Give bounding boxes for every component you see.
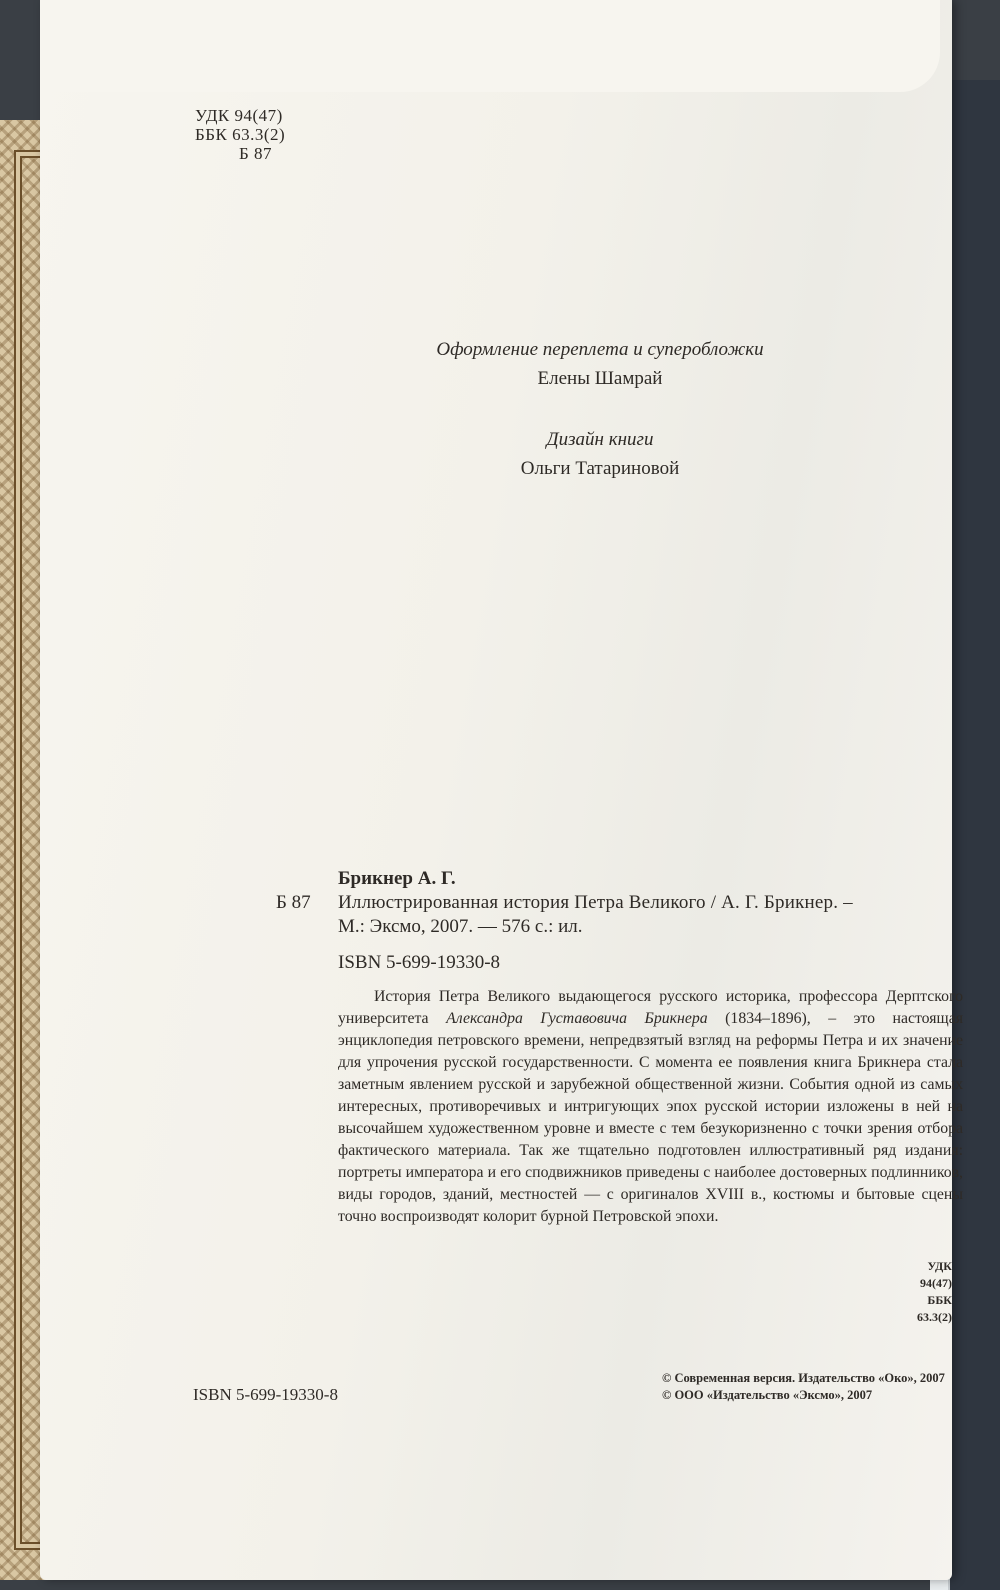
book-design-label: Дизайн книги [546, 429, 654, 450]
annotation-paragraph [338, 986, 963, 1228]
record-isbn: ISBN 5-699-19330-8 [338, 952, 501, 973]
record-title: Иллюстрированная история Петра Великого / А. Г. Брикнер. – [338, 892, 853, 913]
annotation-text-2: (1834–1896), – это настоящая энциклопедия петровского времени, непредвзятый взгляд на реформы Петра и их значение для упрочения русской государственности. С момента ее появления книга Брикнера стала заметным явлением русской и зарубежной общественной жизни. События одной из самых интересных, противоречивых и интригующих эпох русской истории изложены в ней на высочайшем художественном уровне и вместе с тем безукоризненно с точки зрения отбора фактического материала. Так же тщательно подготовлен иллюстративный ряд издания: портреты императора и его сподвижников приведены с наиболее достоверных подлинников, виды городов, зданий, местностей — с оригиналов XVIII в., костюмы и бытовые сцены точно воспроизводят колорит бурной Петровской эпохи. [338, 1010, 963, 1225]
design-credits [400, 335, 800, 483]
copyright-line-1: © Современная версия. Издательство «Око», 2007 [662, 1371, 945, 1385]
cover-design-label: Оформление переплета и суперобложки [436, 339, 764, 360]
book-page [40, 0, 963, 1580]
classification-block [195, 106, 285, 163]
record-code: Б 87 [276, 892, 311, 913]
classification-bottom [900, 1258, 952, 1326]
annotation-author-name: Александра Густавовича Брикнера [446, 1010, 708, 1027]
copyright-block [662, 1370, 945, 1404]
bbk-code: ББК 63.3(2) [195, 125, 286, 144]
author-sign: Б 87 [239, 144, 273, 163]
record-imprint: М.: Эксмо, 2007. — 576 с.: ил. [338, 916, 583, 937]
bbk-code-bottom: ББК 63.3(2) [917, 1293, 952, 1324]
footer-isbn: ISBN 5-699-19330-8 [193, 1385, 338, 1404]
udk-code-bottom: УДК 94(47) [920, 1259, 952, 1290]
cover-designer-name: Елены Шамрай [537, 368, 663, 389]
copyright-line-2: © ООО «Издательство «Эксмо», 2007 [662, 1388, 873, 1402]
book-designer-name: Ольги Татариновой [520, 458, 680, 479]
annotation-text-1: История Петра Великого выдающегося русского историка, профессора Дерптского университета [338, 988, 963, 1027]
record-author: Брикнер А. Г. [338, 868, 456, 889]
annotation [338, 986, 963, 1228]
udk-code: УДК 94(47) [195, 106, 283, 125]
